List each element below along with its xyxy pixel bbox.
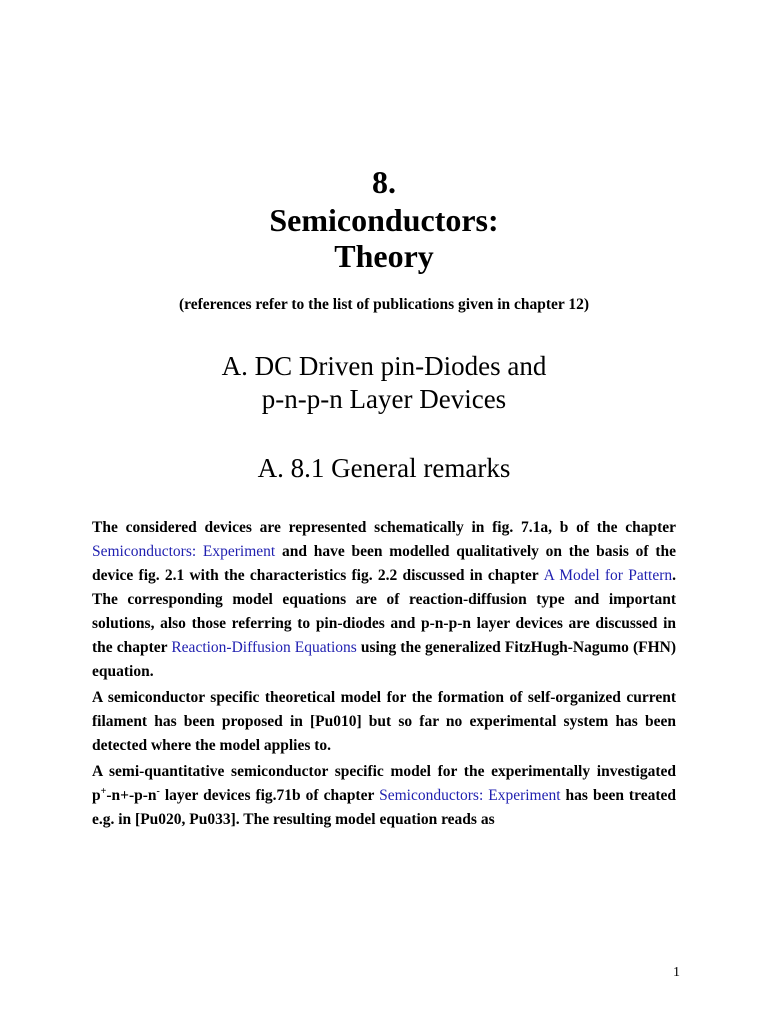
page-number: 1 [673, 965, 680, 980]
chapter-title-line1: Semiconductors: [269, 202, 499, 238]
section-title-line1: A. DC Driven pin-Diodes and [221, 351, 547, 381]
references-note: (references refer to the list of publications given in chapter 12) [178, 296, 590, 313]
paragraph-text: and have been modelled qualitatively on the basis of the device fig. 2.1 with the characteristics fig. 2.2 discussed in chapter [92, 543, 676, 584]
section-title-line2: p-n-p-n Layer Devices [261, 384, 507, 414]
chapter-title [0, 202, 768, 274]
paragraph-text: has been treated e.g. in [Pu020, Pu033]. The resulting model equation reads as [92, 787, 676, 828]
chapter-title-line2: Theory [334, 238, 434, 274]
subsection-title: A. 8.1 General remarks [257, 453, 511, 483]
link-model-for-pattern[interactable]: A Model for Pattern [543, 567, 673, 584]
paragraph-text: layer devices fig.71b of chapter [159, 787, 380, 804]
link-semiconductors-experiment[interactable]: Semiconductors: Experiment [92, 543, 276, 560]
paragraph-theoretical-model: A semiconductor specific theoretical model for the formation of self-organized current filament has been proposed in [Pu010] but so far no experimental system has been detected where the model applies to. [92, 689, 676, 754]
paragraph-general-remarks [92, 516, 676, 684]
paragraph-text: A semi-quantitative semiconductor specific model for the experimentally investigated p [92, 763, 676, 804]
paragraph-text: using the generalized FitzHugh-Nagumo (FHN) equation. [92, 639, 676, 680]
superscript-plus: + [100, 785, 107, 797]
paragraph-semi-quantitative-model [92, 760, 676, 832]
superscript-minus: - [156, 785, 160, 797]
paragraph-text: -n+-p-n [106, 787, 157, 804]
paragraph-text: . The corresponding model equations are of reaction-diffusion type and important solutions, also those referring to pin-diodes and p-n-p-n layer devices are discussed in the chapter [92, 567, 676, 656]
chapter-number: 8. [372, 164, 396, 200]
link-semiconductors-experiment-2[interactable]: Semiconductors: Experiment [379, 787, 561, 804]
link-reaction-diffusion-equations[interactable]: Reaction-Diffusion Equations [171, 639, 357, 656]
paragraph-text: The considered devices are represented schematically in fig. 7.1a, b of the chapter [92, 519, 676, 536]
section-title [0, 350, 768, 416]
